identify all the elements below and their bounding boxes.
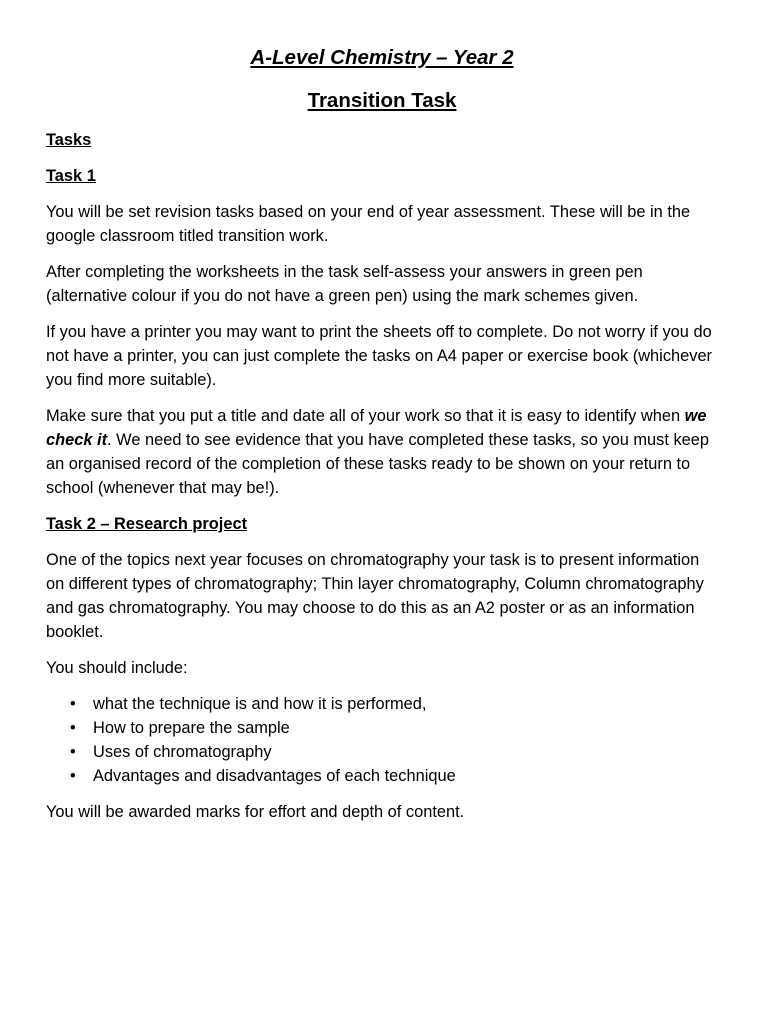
task1-heading: Task 1 bbox=[46, 167, 96, 185]
bullet-icon: • bbox=[70, 719, 76, 737]
bullet-icon: • bbox=[70, 743, 76, 761]
task2-paragraph-1: One of the topics next year focuses on chromatography your task is to present information on different types of chromatography; Thin layer chromatography, Column chromatography and gas chromatography. You may choose to do this as an A2 poster or as an information booklet. bbox=[46, 551, 704, 641]
list-item-text: Uses of chromatography bbox=[93, 743, 272, 761]
task1-paragraph-2: After completing the worksheets in the task self-assess your answers in green pen (alternative colour if you do not have a green pen) using the mark schemes given. bbox=[46, 263, 643, 305]
task1-paragraph-4-start: Make sure that you put a title and date all of your work so that it is easy to identify when bbox=[46, 407, 685, 425]
list-item-text: Advantages and disadvantages of each technique bbox=[93, 767, 456, 785]
include-list bbox=[46, 692, 718, 788]
list-item-text: How to prepare the sample bbox=[93, 719, 290, 737]
list-item bbox=[46, 764, 718, 788]
document-subtitle: Transition Task bbox=[307, 89, 457, 112]
list-item bbox=[46, 740, 718, 764]
task1-paragraph-1: You will be set revision tasks based on your end of year assessment. These will be in the google classroom titled transition work. bbox=[46, 203, 691, 245]
bullet-icon: • bbox=[70, 767, 76, 785]
task2-heading: Task 2 – Research project bbox=[46, 515, 248, 533]
task1-paragraph-4-emphasis: we check it bbox=[46, 407, 707, 449]
task1-paragraph-3: If you have a printer you may want to print the sheets off to complete. Do not worry if you do not have a printer, you can just complete the tasks on A4 paper or exercise book (whichever you find more suitable). bbox=[46, 323, 713, 389]
list-item bbox=[46, 716, 718, 740]
task1-paragraph-4-end: . We need to see evidence that you have completed these tasks, so you must keep an organised record of the completion of these tasks ready to be shown on your return to school (whenever that may be!). bbox=[46, 431, 710, 497]
bullet-icon: • bbox=[70, 695, 76, 713]
task2-paragraph-2: You should include: bbox=[46, 659, 188, 677]
list-item-text: what the technique is and how it is performed, bbox=[93, 695, 427, 713]
task1-paragraph-4 bbox=[46, 404, 718, 500]
list-item bbox=[46, 692, 718, 716]
document-title: A-Level Chemistry – Year 2 bbox=[250, 46, 514, 69]
tasks-heading: Tasks bbox=[46, 131, 92, 149]
closing-paragraph: You will be awarded marks for effort and depth of content. bbox=[46, 803, 465, 821]
